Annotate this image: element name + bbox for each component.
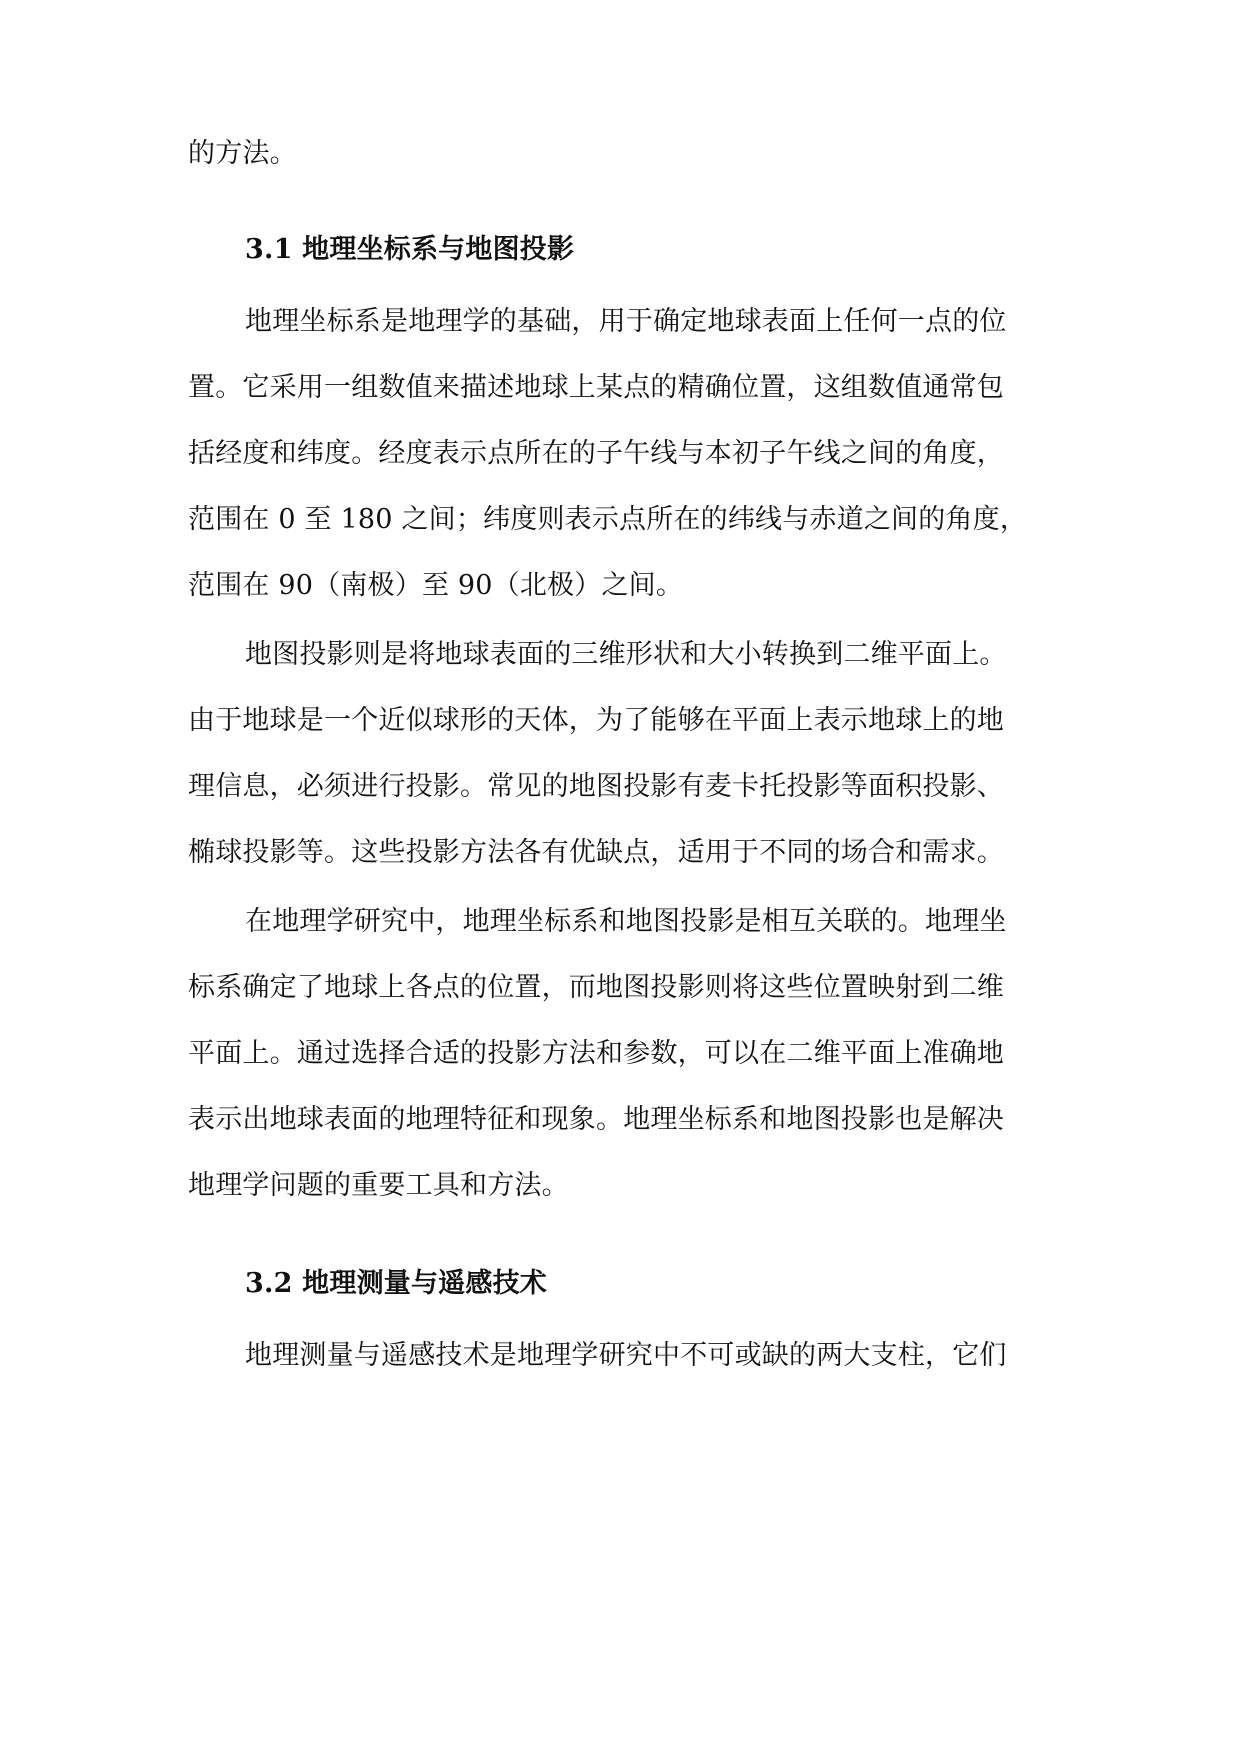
section-heading-3-1: 3.1 地理坐标系与地图投影: [245, 234, 575, 265]
paragraph-line: 理信息，必须进行投影。常见的地图投影有麦卡托投影等面积投影、: [188, 771, 1004, 802]
paragraph-line: 表示出地球表面的地理特征和现象。地理坐标系和地图投影也是解决: [188, 1104, 1004, 1135]
paragraph-line: 范围在 90（南极）至 90（北极）之间。: [188, 570, 684, 601]
paragraph-line: 地理测量与遥感技术是地理学研究中不可或缺的两大支柱，它们: [245, 1340, 1007, 1371]
paragraph-line: 置。它采用一组数值来描述地球上某点的精确位置，这组数值通常包: [188, 372, 1004, 403]
paragraph-line: 在地理学研究中，地理坐标系和地图投影是相互关联的。地理坐: [245, 906, 1007, 937]
paragraph-line: 范围在 0 至 180 之间；纬度则表示点所在的纬线与赤道之间的角度，: [188, 504, 1028, 535]
paragraph-line: 平面上。通过选择合适的投影方法和参数，可以在二维平面上准确地: [188, 1038, 1004, 1069]
paragraph-line: 地理学问题的重要工具和方法。: [188, 1170, 569, 1201]
paragraph-line: 括经度和纬度。经度表示点所在的子午线与本初子午线之间的角度，: [188, 438, 1004, 469]
section-heading-3-2: 3.2 地理测量与遥感技术: [245, 1268, 547, 1299]
paragraph-line: 由于地球是一个近似球形的天体，为了能够在平面上表示地球上的地: [188, 705, 1004, 736]
paragraph-line: 地图投影则是将地球表面的三维形状和大小转换到二维平面上。: [245, 639, 1007, 670]
paragraph-line: 的方法。: [188, 138, 297, 169]
paragraph-line: 椭球投影等。这些投影方法各有优缺点，适用于不同的场合和需求。: [188, 837, 1004, 868]
paragraph-line: 标系确定了地球上各点的位置，而地图投影则将这些位置映射到二维: [188, 972, 1004, 1003]
paragraph-line: 地理坐标系是地理学的基础，用于确定地球表面上任何一点的位: [245, 306, 1007, 337]
